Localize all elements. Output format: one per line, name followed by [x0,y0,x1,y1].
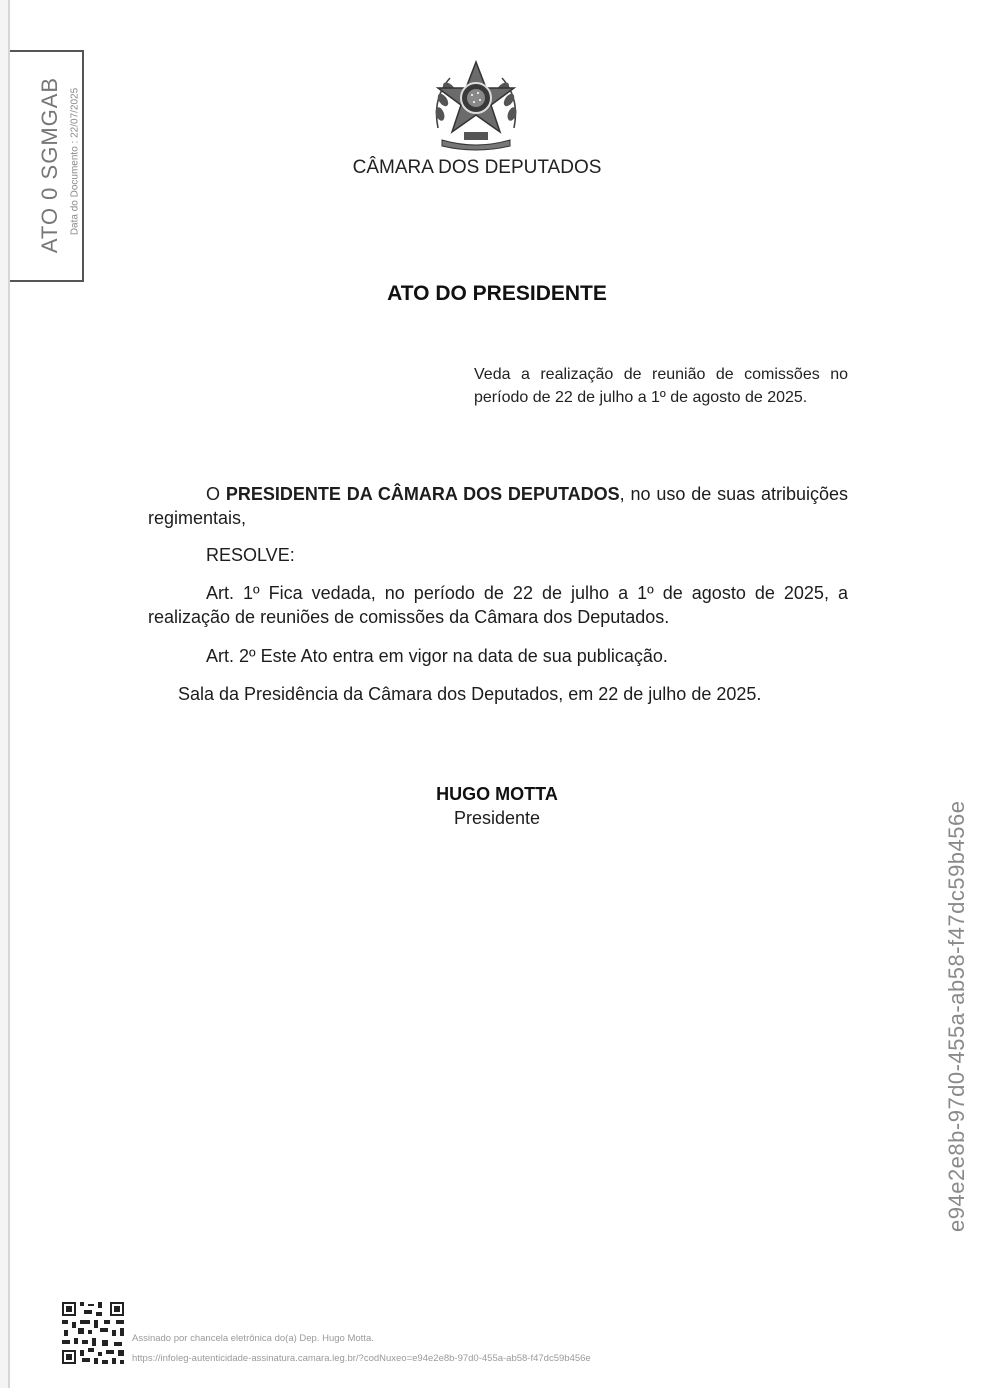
document-hash: e94e2e8b-97d0-455a-ab58-f47dc59b456e [944,800,969,1232]
signer-name: HUGO MOTTA [436,784,558,804]
preamble [148,482,848,530]
article-1: Art. 1º Fica vedada, no período de 22 de julho a 1º de agosto de 2025, a realização de reuniões de comissões da Câmara dos Deputados. [148,583,848,627]
stamp-code: ATO 0 SGMGAB [37,76,62,254]
closing-line: Sala da Presidência da Câmara dos Deputados, em 22 de julho de 2025. [178,684,762,704]
preamble-lead: O [206,484,226,504]
resolve-heading: RESOLVE: [206,545,295,565]
article-2: Art. 2º Este Ato entra em vigor na data de sua publicação. [206,646,668,666]
document-title: ATO DO PRESIDENTE [387,282,607,305]
coat-of-arms-icon [428,58,524,154]
verification-link[interactable]: https://infoleg-autenticidade-assinatura.camara.leg.br/?codNuxeo=e94e2e8b-97d0-455a-ab58-f47dc59b456e [132,1353,591,1364]
document-stamp [10,50,84,282]
signer-role: Presidente [453,808,541,828]
ementa: Veda a realização de reunião de comissões no período de 22 de julho a 1º de agosto de 2025. [474,366,848,406]
qr-code-icon[interactable] [60,1300,126,1366]
preamble-authority: PRESIDENTE DA CÂMARA DOS DEPUTADOS [225,484,620,504]
preamble-rest: , no uso de suas atribuições regimentais, [148,484,849,528]
signature-note: Assinado por chancela eletrônica do(a) Dep. Hugo Motta. [132,1333,374,1344]
institution-name: CÂMARA DOS DEPUTADOS [352,157,602,178]
stamp-date: Data do Documento : 22/07/2025 [69,87,81,236]
